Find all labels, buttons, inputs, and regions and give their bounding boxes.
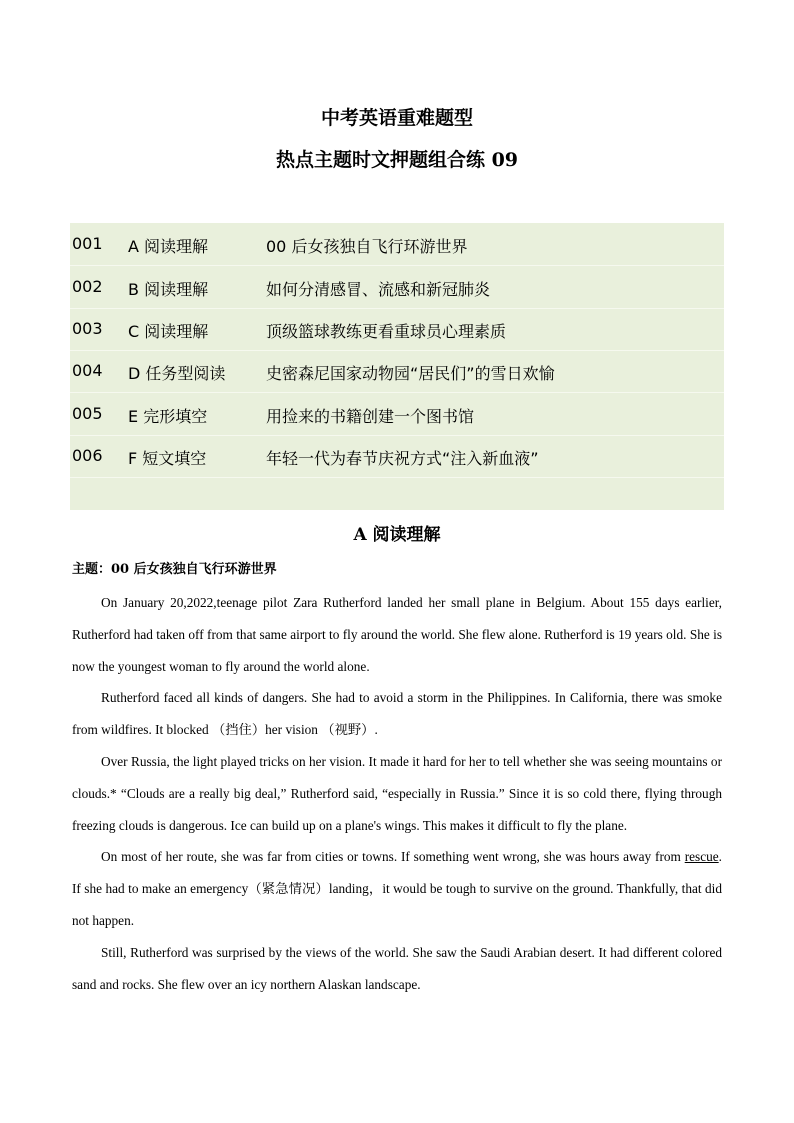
page-subtitle: 热点主题时文押题组合练 09 — [275, 149, 519, 171]
toc-number: 003 — [72, 319, 103, 338]
reading-passage — [72, 587, 722, 1000]
paragraph: On January 20,2022,teenage pilot Zara Rutherford landed her small plane in Belgium. About 155 days earlier, Rutherford had taken off from that same airport to fly around the world. She flew alone. Rutherford is 19 years old. She is now the youngest woman to fly around the world alone. — [72, 595, 722, 674]
underlined-word: rescue — [684, 849, 719, 865]
toc-type: B 阅读理解 — [128, 280, 209, 299]
page-title: 中考英语重难题型 — [320, 107, 473, 129]
paragraph: Over Russia, the light played tricks on her vision. It made it hard for her to tell whether she was seeing mountains or clouds.* “Clouds are a really big deal,” Rutherford said, “especially in Russia.” Since it is so cold there, flying through freezing clouds is dangerous. Ice can build up on a plane's wings. This makes it difficult to fly the plane. — [72, 753, 722, 833]
toc-number: 004 — [72, 361, 103, 380]
paragraph — [72, 841, 722, 936]
toc-title: 00 后女孩独自飞行环游世界 — [266, 237, 468, 256]
toc-row — [70, 435, 724, 478]
toc-number: 002 — [72, 277, 103, 296]
section-topic: 主题：00 后女孩独自飞行环游世界 — [72, 562, 277, 577]
toc-title: 用捡来的书籍创建一个图书馆 — [266, 407, 475, 426]
section-heading: A 阅读理解 — [353, 525, 441, 545]
toc-number: 006 — [72, 446, 103, 465]
toc-type: A 阅读理解 — [128, 237, 209, 256]
paragraph: Still, Rutherford was surprised by the views of the world. She saw the Saudi Arabian desert. It had different colored sand and rocks. She flew over an icy northern Alaskan landscape. — [72, 944, 722, 992]
toc-type: D 任务型阅读 — [128, 364, 226, 383]
toc-row — [70, 266, 724, 309]
toc-row — [70, 350, 724, 393]
toc-title: 年轻一代为春节庆祝方式“注入新血液” — [266, 449, 539, 468]
toc-title: 史密森尼国家动物园“居民们”的雪日欢愉 — [266, 364, 555, 383]
toc-title: 如何分清感冒、流感和新冠肺炎 — [266, 280, 491, 299]
toc-row — [70, 223, 724, 266]
paragraph-text: On most of her route, she was far from cities or towns. If something went wrong, she was hours away from — [101, 849, 685, 865]
toc-row — [70, 393, 724, 436]
toc-number: 005 — [72, 404, 103, 423]
toc-title: 顶级篮球教练更看重球员心理素质 — [266, 322, 507, 341]
paragraph-text: . If she had to make an emergency（紧急情况）landing，it would be tough to survive on the ground. Thankfully, that did not happen. — [72, 849, 722, 928]
contents-table — [70, 223, 724, 510]
toc-type: E 完形填空 — [128, 407, 208, 426]
paragraph: Rutherford faced all kinds of dangers. She had to avoid a storm in the Philippines. In California, there was smoke from wildfires. It blocked （挡住）her vision （视野）. — [72, 690, 722, 738]
toc-type: F 短文填空 — [128, 449, 207, 468]
toc-row — [70, 308, 724, 351]
toc-type: C 阅读理解 — [128, 322, 209, 341]
toc-number: 001 — [72, 234, 103, 253]
